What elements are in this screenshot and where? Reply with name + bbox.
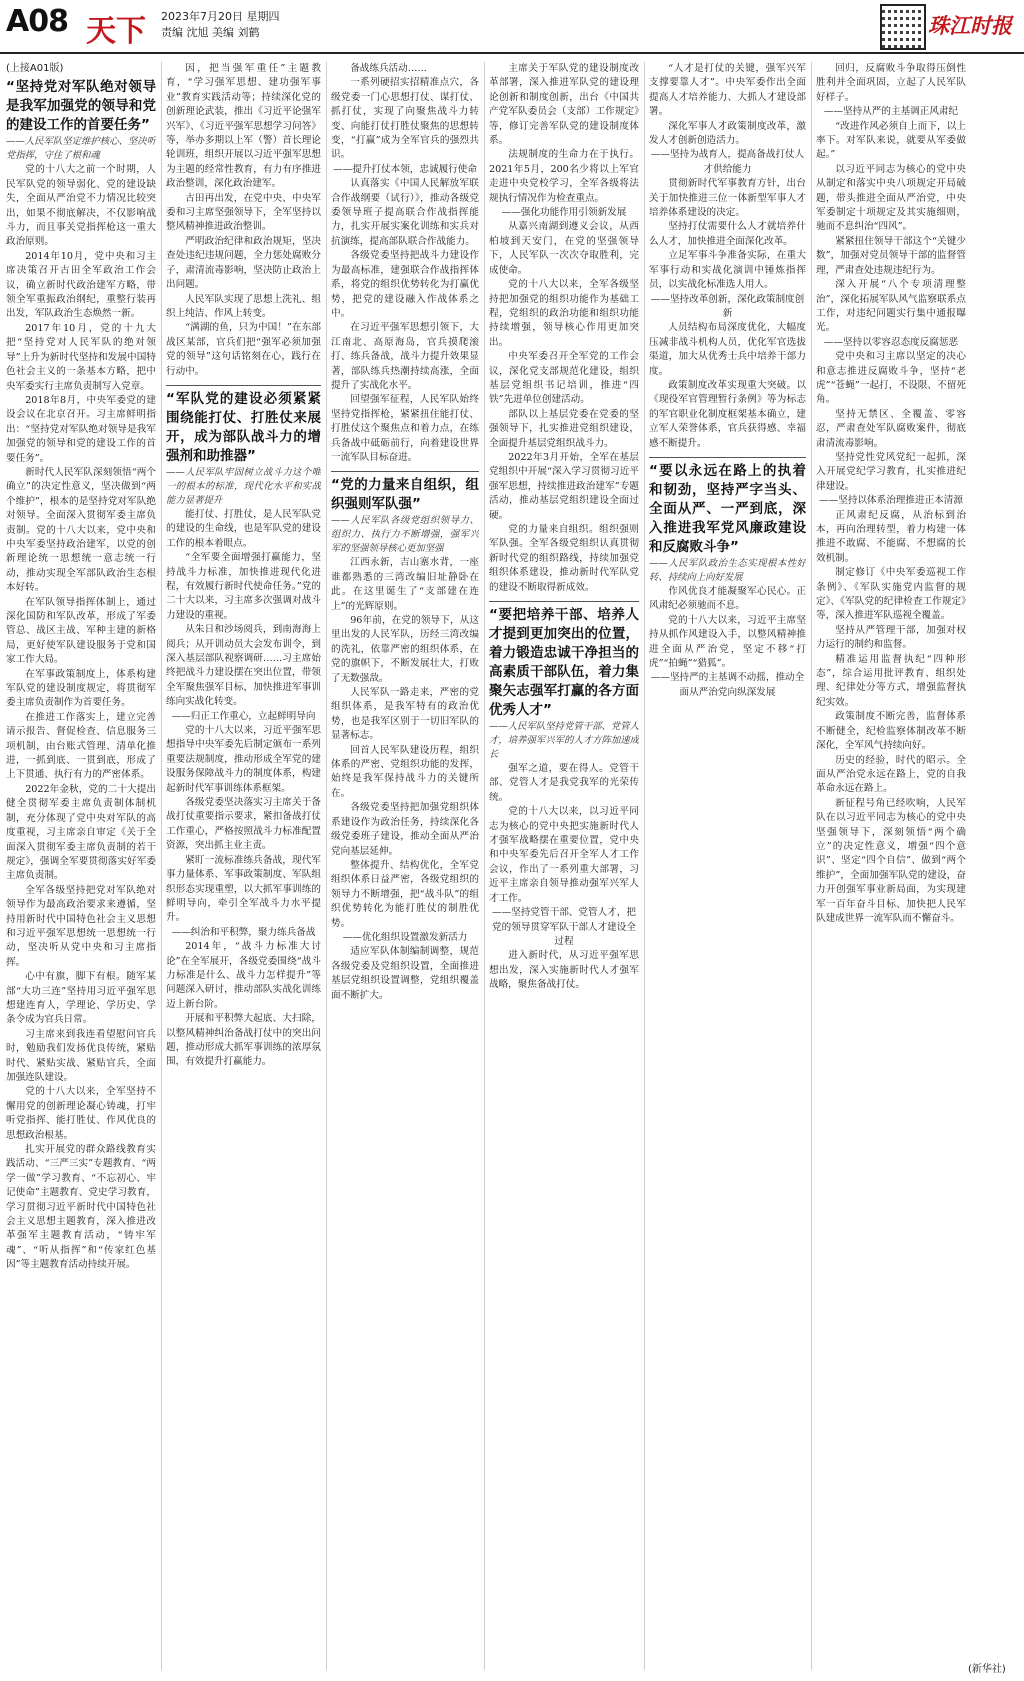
paragraph: “全军要全面增强打赢能力，坚持战斗力标准，加快推进现代化进程，有效履行新时代使命任务。”党的二十大以来，习主席多次强调对战斗力建设的重视。 <box>166 552 321 621</box>
page-number: A08 <box>6 4 68 39</box>
paragraph: 党中央和习主席以坚定的决心和意志推进反腐败斗争，坚持“老虎”“苍蝇”一起打，不设限、不留死角。 <box>816 351 966 406</box>
paragraph: 贯彻新时代军事教育方针，出台关于加快推进三位一体新型军事人才培养体系建设的决定。 <box>649 178 806 219</box>
section-subtitle: ——人民军队政治生态实现根本性好转、持续向上向好发展 <box>649 557 806 583</box>
paragraph-list <box>489 762 639 993</box>
paragraph: 从朱日和沙场阅兵，到南海海上阅兵；从开训动员大会发布训令，到深入基层部队视察调研……习主席始终把战斗力建设摆在突出位置，带领全军聚焦强军目标，加快推进军事训练向实战化转变。 <box>166 624 321 708</box>
paragraph: 党的十八大以来，习近平主席坚持从抓作风建设入手，以整风精神推进全面从严治党，坚定不移“打虎”“拍蝇”“猎狐”。 <box>649 614 806 669</box>
paragraph: 一系列硬招实招精准点穴，各级党委一门心思想打仗、谋打仗、抓打仗，实现了向聚焦战斗力转变、向能打仗打胜仗聚焦的思想转变，“打赢”成为全军官兵的强烈共识。 <box>331 77 479 161</box>
qr-code-icon <box>880 4 926 50</box>
section-headline: “军队党的建设必须紧紧围绕能打仗、打胜仗来展开，成为部队战斗力的增强剂和助推器” <box>166 390 321 464</box>
article-column-5 <box>649 62 806 1674</box>
column-divider <box>811 62 812 1670</box>
paragraph: 政策制度改革实现重大突破。以《现役军官管理暂行条例》等为标志的军官职业化制度框架基本确立，建立军人荣誉体系，官兵获得感、幸福感不断提升。 <box>649 379 806 449</box>
section-subtitle: ——人民军队各级党组织领导力、组织力、执行力不断增强，强军兴军的坚强领导核心更加坚强 <box>331 515 479 555</box>
section-subheading: ——坚持以零容忍态度反腐惩恶 <box>823 336 959 348</box>
section-divider <box>649 457 806 458</box>
paragraph: 人民军队一路走来，严密的党组织体系，是我军特有的政治优势，也是我军区别于一切旧军队的显著标志。 <box>331 687 479 742</box>
paragraph: “改进作风必须自上而下，以上率下。对军队来说，就要从军委做起。” <box>816 120 966 161</box>
article-column-2 <box>166 62 321 1674</box>
paragraph: 以习近平同志为核心的党中央从制定和落实中央八项规定开局破题，带头推进全面从严治党，中央军委制定十项规定及其实施细则，驰而不息纠治“四风”。 <box>816 163 966 233</box>
paragraph: 2014年10月，党中央和习主席决策召开古田全军政治工作会议，确立新时代政治建军方略，带领全军重振政治纲纪，重整行装再出发，军队政治生态焕然一新。 <box>6 250 156 320</box>
paragraph: 在推进工作落实上，建立完善请示报告、督促检查、信息服务三项机制，由台账式管理、清单化推进，一抓到底、一贯到底，形成了上下贯通、执行有力的严密体系。 <box>6 711 156 781</box>
paragraph: 深入开展“八个专项清理整治”，深化拓展军队风气监察联系点工作，对违纪问题实行集中通报曝光。 <box>816 279 966 334</box>
paragraph-list <box>331 62 479 465</box>
paragraph: 2018年8月，中央军委党的建设会议在北京召开。习主席鲜明指出：“坚持党对军队绝对领导是我军加强党的领导和党的建设工作的首要任务”。 <box>6 394 156 464</box>
paragraph: 紧盯一流标准练兵备战，现代军事力量体系、军事政策制度、军队组织形态实现重塑，以大抓军事训练的鲜明导向，牵引全军战斗力水平提升。 <box>166 854 321 924</box>
section-subheading: ——纠治和平积弊，聚力练兵备战 <box>171 926 316 938</box>
paragraph: 党的十八大以来，习近平强军思想指导中央军委先后制定颁布一系列重要法规制度，推动形成全军党的建设服务保障战斗力的制度体系，构建起新时代军事训练体系框架。 <box>166 725 321 794</box>
paragraph: 立足军事斗争准备实际，在重大军事行动和实战化演训中锤炼指挥员，以实战化标准选人用人。 <box>649 250 806 291</box>
paragraph: 坚持无禁区、全覆盖、零容忍，严肃查处军队腐败案件，彻底肃清流毒影响。 <box>816 408 966 449</box>
paragraph-list <box>649 62 806 451</box>
section-divider <box>166 385 321 386</box>
paragraph: 制定修订《中央军委巡视工作条例》、《军队实施党内监督的规定》、《军队党的纪律检查工作规定》等，深入推进军队巡视全覆盖。 <box>816 567 966 622</box>
paragraph: 党的十八大以来，以习近平同志为核心的党中央把实施新时代人才强军战略摆在重要位置，党中央和中央军委先后召开全军人才工作会议，作出了一系列重大部署，习近平主席亲自领导推动强军兴军人才工作。 <box>489 806 639 904</box>
section-divider <box>489 601 639 602</box>
section-headline: “要以永远在路上的执着和韧劲，坚持严字当头、全面从严、一严到底，深入推进我军党风廉政建设和反腐败斗争” <box>649 462 806 555</box>
paragraph: 各级党委坚持把战斗力建设作为最高标准，建强联合作战指挥体系，将党的组织优势转化为打赢优势，把党的建设融入作战体系之中。 <box>331 250 479 319</box>
section-subheading: ——坚持改革创新，深化政策制度创新 <box>650 293 805 319</box>
paragraph: 在军事政策制度上，体系构建军队党的建设制度规定，将贯彻军委主席负责制作为首要任务。 <box>6 668 156 709</box>
paragraph: 进入新时代，从习近平强军思想出发，深入实施新时代人才强军战略，聚焦备战打仗。 <box>489 950 639 991</box>
paragraph: 人民军队实现了思想上洗礼、组织上纯洁、作风上转变。 <box>166 293 321 319</box>
paragraph-list <box>166 508 321 1070</box>
section-title: 天下 <box>86 14 146 49</box>
paragraph: 古田再出发，在党中央、中央军委和习主席坚强领导下，全军坚持以整风精神推进政治整训。 <box>166 192 321 233</box>
section-subheading: ——提升打仗本领，忠诚履行使命 <box>333 163 477 175</box>
section-subheading: ——坚持从严的主基调正风肃纪 <box>823 106 959 118</box>
paragraph: 坚持从严管理干部，加强对权力运行的制约和监督。 <box>816 624 966 651</box>
paragraph: 2017年10月，党的十九大把“坚持党对人民军队的绝对领导”上升为新时代坚持和发展中国特色社会主义的一条基本方略，把中央军委实行主席负责制写入党章。 <box>6 322 156 392</box>
paragraph: 2022年3月开始，全军在基层党组织中开展“深入学习贯彻习近平强军思想，持续推进政治建军”专题活动，推动基层党组织建设全面过硬。 <box>489 451 639 521</box>
paragraph: 各级党委坚决落实习主席关于备战打仗重要指示要求，紧扣备战打仗工作重心，严格按照战斗力标准配置资源，突出抓主业主责。 <box>166 797 321 852</box>
article-column-6 <box>816 62 966 1652</box>
section-subheading: ——优化组织设置激发新活力 <box>342 931 468 943</box>
section-subheading: ——坚持严的主基调不动摇，推动全面从严治党向纵深发展 <box>650 672 805 698</box>
column-divider <box>161 62 162 1670</box>
paragraph: 人员结构布局深度优化，大幅度压减非战斗机构人员，优化军官选拔渠道，加大从优秀士兵中培养干部力度。 <box>649 322 806 377</box>
paragraph: 认真落实《中国人民解放军联合作战纲要（试行）》，推动各级党委领导班子提高联合作战指挥能力，扎实开展实案化训练和实兵对抗演练，提高部队联合作战能力。 <box>331 178 479 247</box>
paragraph: 中央军委召开全军党的工作会议，深化党支部规范化建设，组织基层党组织书记培训，推进“四铁”先进单位创建活动。 <box>489 351 639 406</box>
article-column-1 <box>6 62 156 1674</box>
paragraph: 习主席来到我连看望慰问官兵时，勉励我们发扬优良传统，紧贴时代、紧贴实战、紧贴官兵，全面加强连队建设。 <box>6 1028 156 1083</box>
paragraph: 能打仗、打胜仗，是人民军队党的建设的生命线，也是军队党的建设工作的根本着眼点。 <box>166 508 321 549</box>
section-divider <box>331 471 479 472</box>
paragraph: 2014年，“战斗力标准大讨论”在全军展开，各级党委围绕“战斗力标准是什么、战斗力怎样提升”等问题深入研讨，推动部队实战化训练迈上新台阶。 <box>166 941 321 1010</box>
paragraph: 回归，反腐败斗争取得压倒性胜利并全面巩固，立起了人民军队好样子。 <box>816 63 966 103</box>
article-column-4 <box>489 62 639 1674</box>
paragraph: 96年前，在党的领导下，从这里出发的人民军队，历经三湾改编的洗礼，依靠严密的组织体系，在党的旗帜下，不断发展壮大，打败了无数强敌。 <box>331 615 479 684</box>
paragraph: 紧紧扭住领导干部这个“关键少数”，加强对党员领导干部的监督管理，严肃查处违规违纪行为。 <box>816 235 966 276</box>
paragraph: 在习近平强军思想引领下，大江南北、高原海岛，官兵摸爬滚打、练兵备战，战斗力提升效果显著，部队练兵热潮持续高涨，全面提升了实战化水平。 <box>331 322 479 391</box>
paragraph: 主席关于军队党的建设制度改革部署，深入推进军队党的建设理论创新和制度创新，出台《中国共产党军队委员会（支部）工作规定》等，修订完善军队党的建设制度体系。 <box>489 63 639 147</box>
paragraph: 党的十八大以来，全军坚持不懈用党的创新理论凝心铸魂，打牢听党指挥、能打胜仗、作风优良的思想政治根基。 <box>6 1086 156 1141</box>
paragraph: 回望强军征程，人民军队始终坚持党指挥枪，紧紧扭住能打仗、打胜仗这个聚焦点和着力点，在练兵备战中砥砺前行，向着建设世界一流军队目标奋进。 <box>331 394 479 463</box>
column-divider <box>484 62 485 1670</box>
paragraph: 强军之道，要在得人。党管干部、党管人才是我党我军的光荣传统。 <box>489 763 639 803</box>
paragraph: 开展和平积弊大起底、大扫除，以整风精神纠治备战打仗中的突出问题，推动形成大抓军事训练的浓厚氛围，有效提升打赢能力。 <box>166 1013 321 1068</box>
section-headline: “要把培养干部、培养人才提到更加突出的位置，着力锻造忠诚干净担当的高素质干部队伍，着力集聚矢志强军打赢的各方面优秀人才” <box>489 607 639 719</box>
paragraph: 坚持打仗需要什么人才就培养什么人才，加快推进全面深化改革。 <box>649 221 806 247</box>
section-subheading: ——坚持党管干部、党管人才，把党的领导贯穿军队干部人才建设全过程 <box>492 907 636 947</box>
continued-from-kicker: (上接A01版) <box>6 63 64 74</box>
paragraph: 政策制度不断完善，监督体系不断健全，纪检监察体制改革不断深化，全军风气持续向好。 <box>816 711 966 752</box>
paragraph-list <box>166 62 321 379</box>
section-subheading: ——坚持为战育人，提高备战打仗人才供给能力 <box>650 149 805 175</box>
editors-credit: 责编 沈旭 美编 刘鹤 <box>161 26 260 39</box>
paragraph: “满湖的鱼，只为中国！”在东部战区某部，官兵们把“强军必须加强党的领导”这句话铭刻在心，践行在行动中。 <box>166 322 321 377</box>
paragraph: 整体提升、结构优化，全军党组织体系日益严密，各级党组织的领导力不断增强，把“战斗队”的组织优势转化为能打胜仗的制胜优势。 <box>331 859 479 929</box>
paragraph: 新时代人民军队深刻领悟“两个确立”的决定性意义，坚决做到“两个维护”，根本的是坚持党对军队绝对领导。全面深入贯彻军委主席负责制。党的十八大以来，党中央和中央军委坚持政治建军，以党的创新理论统一思想统一意志统一行动，推动实现全军部队政治生态根本好转。 <box>6 466 156 594</box>
paragraph: 回首人民军队建设历程，组织体系的严密、党组织功能的发挥，始终是我军保持战斗力的关键所在。 <box>331 744 479 799</box>
paragraph: 江西永新，吉山寨水背，一座谁都熟悉的三湾改编旧址静卧在此。在这里诞生了“支部建在连上”的光辉原则。 <box>331 557 479 612</box>
paragraph: 部队以上基层党委在党委的坚强领导下，扎实推进党组织建设，全面提升基层党组织战斗力。 <box>489 408 639 449</box>
paragraph: 在军队领导指挥体制上，通过深化国防和军队改革，形成了军委管总、战区主战、军种主建的新格局，更好使军队建设服务于党和国家工作大局。 <box>6 596 156 666</box>
paragraph: 深化军事人才政策制度改革，激发人才创新创造活力。 <box>649 120 806 147</box>
column-divider <box>326 62 327 1670</box>
paragraph: 2022年金秋，党的二十大提出健全贯彻军委主席负责制体制机制，充分体现了党中央对军队的高度重视，习主席亲自审定《关于全面深入贯彻军委主席负责制的若干规定》，强调全军要贯彻落实好军委主席负责制。 <box>6 783 156 882</box>
section-subheading: ——强化功能作用引领新发展 <box>501 207 627 219</box>
section-subheading: ——归正工作重心，立起鲜明导向 <box>171 710 316 722</box>
news-agency-byline: (新华社) <box>968 1664 1006 1675</box>
paragraph: 历史的经验，时代的昭示。全面从严治党永远在路上，党的自我革命永远在路上。 <box>816 754 966 795</box>
section-subtitle: ——人民军队坚定维护核心、坚决听党指挥，守住了根和魂 <box>6 136 156 162</box>
paragraph: 各级党委坚持把加强党组织体系建设作为政治任务，持续深化各级党委班子建设，推动全面从严治党向基层延伸。 <box>331 802 479 857</box>
section-subtitle: ——人民军队牢固树立战斗力这个唯一的根本的标准，现代化水平和实战能力显著提升 <box>166 466 321 506</box>
section-headline: “坚持党对军队绝对领导是我军加强党的领导和党的建设工作的首要任务” <box>6 79 156 134</box>
paragraph: 党的力量来自组织。组织强则军队强。全军各级党组织认真贯彻新时代党的组织路线，持续加强党组织体系建设，推动新时代军队党的建设不断取得新成效。 <box>489 524 639 593</box>
issue-date: 2023年7月20日 星期四 <box>161 10 280 23</box>
paragraph: 坚持党性党风党纪一起抓，深入开展党纪学习教育，扎实推进纪律建设。 <box>816 451 966 492</box>
paragraph-list <box>331 556 479 1003</box>
article-column-3 <box>331 62 479 1674</box>
paragraph-list <box>649 585 806 700</box>
paragraph: 新征程号角已经吹响，人民军队在以习近平同志为核心的党中央坚强领导下，深刻领悟“两个确立”的决定性意义，增强“四个意识”、坚定“四个自信”、做到“两个维护”，全面加强军队党的建设，奋力开创强军事业新局面，为实现建军一百年奋斗目标、加快把人民军队建成世界一流军队而不懈奋斗。 <box>816 797 966 924</box>
paragraph: 扎实开展党的群众路线教育实践活动、“三严三实”专题教育、“两学一做”学习教育、“不忘初心、牢记使命”主题教育、党史学习教育，学习贯彻习近平新时代中国特色社会主义思想主题教育，深入推进改革强军主题教育活动，“铸牢军魂”、“听从指挥”和“传家红色基因”等主题教育活动持续开展。 <box>6 1144 156 1271</box>
paragraph: 党的十八大以来，全军各级坚持把加强党的组织功能作为基础工程，党组织的政治功能和组织功能持续增强，领导核心作用更加突出。 <box>489 279 639 348</box>
paragraph: 严明政治纪律和政治规矩，坚决查处违纪违规问题，全力惩处腐败分子，肃清流毒影响，坚决防止政治上出问题。 <box>166 235 321 291</box>
paragraph: 从嘉兴南湖到遵义会议，从西柏坡到天安门，在党的坚强领导下，人民军队一次次夺取胜利，完成使命。 <box>489 221 639 276</box>
paragraph: 精准运用监督执纪“四种形态”，综合运用批评教育、组织处理、纪律处分等方式，增强监督执纪实效。 <box>816 653 966 708</box>
paragraph: 全军各级坚持把党对军队绝对领导作为最高政治要求来遵循，坚持用新时代中国特色社会主义思想和习近平强军思想统一思想统一行动，坚决听从党中央和习主席指挥。 <box>6 884 156 968</box>
paragraph: “人才是打仗的关键，强军兴军支撑要靠人才”。中央军委作出全面提高人才培养能力、大抓人才建设部署。 <box>649 63 806 118</box>
section-subheading: ——坚持以体系治理推进正本清源 <box>819 495 963 507</box>
paragraph: 备战练兵活动…… <box>350 63 427 74</box>
paragraph: 正风肃纪反腐，从治标到治本，再向治理转型，着力构建一体推进不敢腐、不能腐、不想腐的长效机制。 <box>816 509 966 564</box>
paragraph: 党的十八大之前一个时期，人民军队党的领导弱化、党的建设缺失，全面从严治党不力情况比较突出，如果不彻底解决，不仅影响战斗力，而且事关党指挥枪这一重大政治原则。 <box>6 164 156 248</box>
newspaper-logo: 珠江时报 <box>928 13 1012 38</box>
paragraph: 法规制度的生命力在于执行。2021年5月，200名少将以上军官走进中央党校学习，全军各级将法规执行情况作为检查重点。 <box>489 149 639 204</box>
section-subtitle: ——人民军队坚持党管干部、党管人才，培养强军兴军的人才方阵加速成长 <box>489 721 639 761</box>
section-headline: “党的力量来自组织，组织强则军队强” <box>331 477 479 513</box>
column-divider <box>644 62 645 1670</box>
paragraph-list <box>6 163 156 1272</box>
paragraph-list <box>816 62 966 926</box>
paragraph: 适应军队体制编制调整，规范各级党委及党组织设置，全面推进基层党组织设置调整，党组织覆盖面不断扩大。 <box>331 946 479 1001</box>
paragraph: 作风优良才能凝聚军心民心。正风肃纪必须驰而不息。 <box>649 585 806 612</box>
paragraph-list <box>489 62 639 595</box>
paragraph: 心中有旗，脚下有根。随军某部“大功三连”坚持用习近平强军思想建连育人，学理论、学历史、学条令成为官兵日常。 <box>6 971 156 1026</box>
paragraph: 因，把当强军重任”主题教育，“学习强军思想、建功强军事业”教育实践活动等；持续深化党的创新理论武装，推出《习近平论强军兴军》、《习近平强军思想学习问答》等，举办多期以上军（警）首长理论轮训班，组织开展以习近平强军思想为主题的经常性教育，有力有序推进政治整训，深化政治建军。 <box>166 63 321 190</box>
masthead <box>0 0 1024 54</box>
